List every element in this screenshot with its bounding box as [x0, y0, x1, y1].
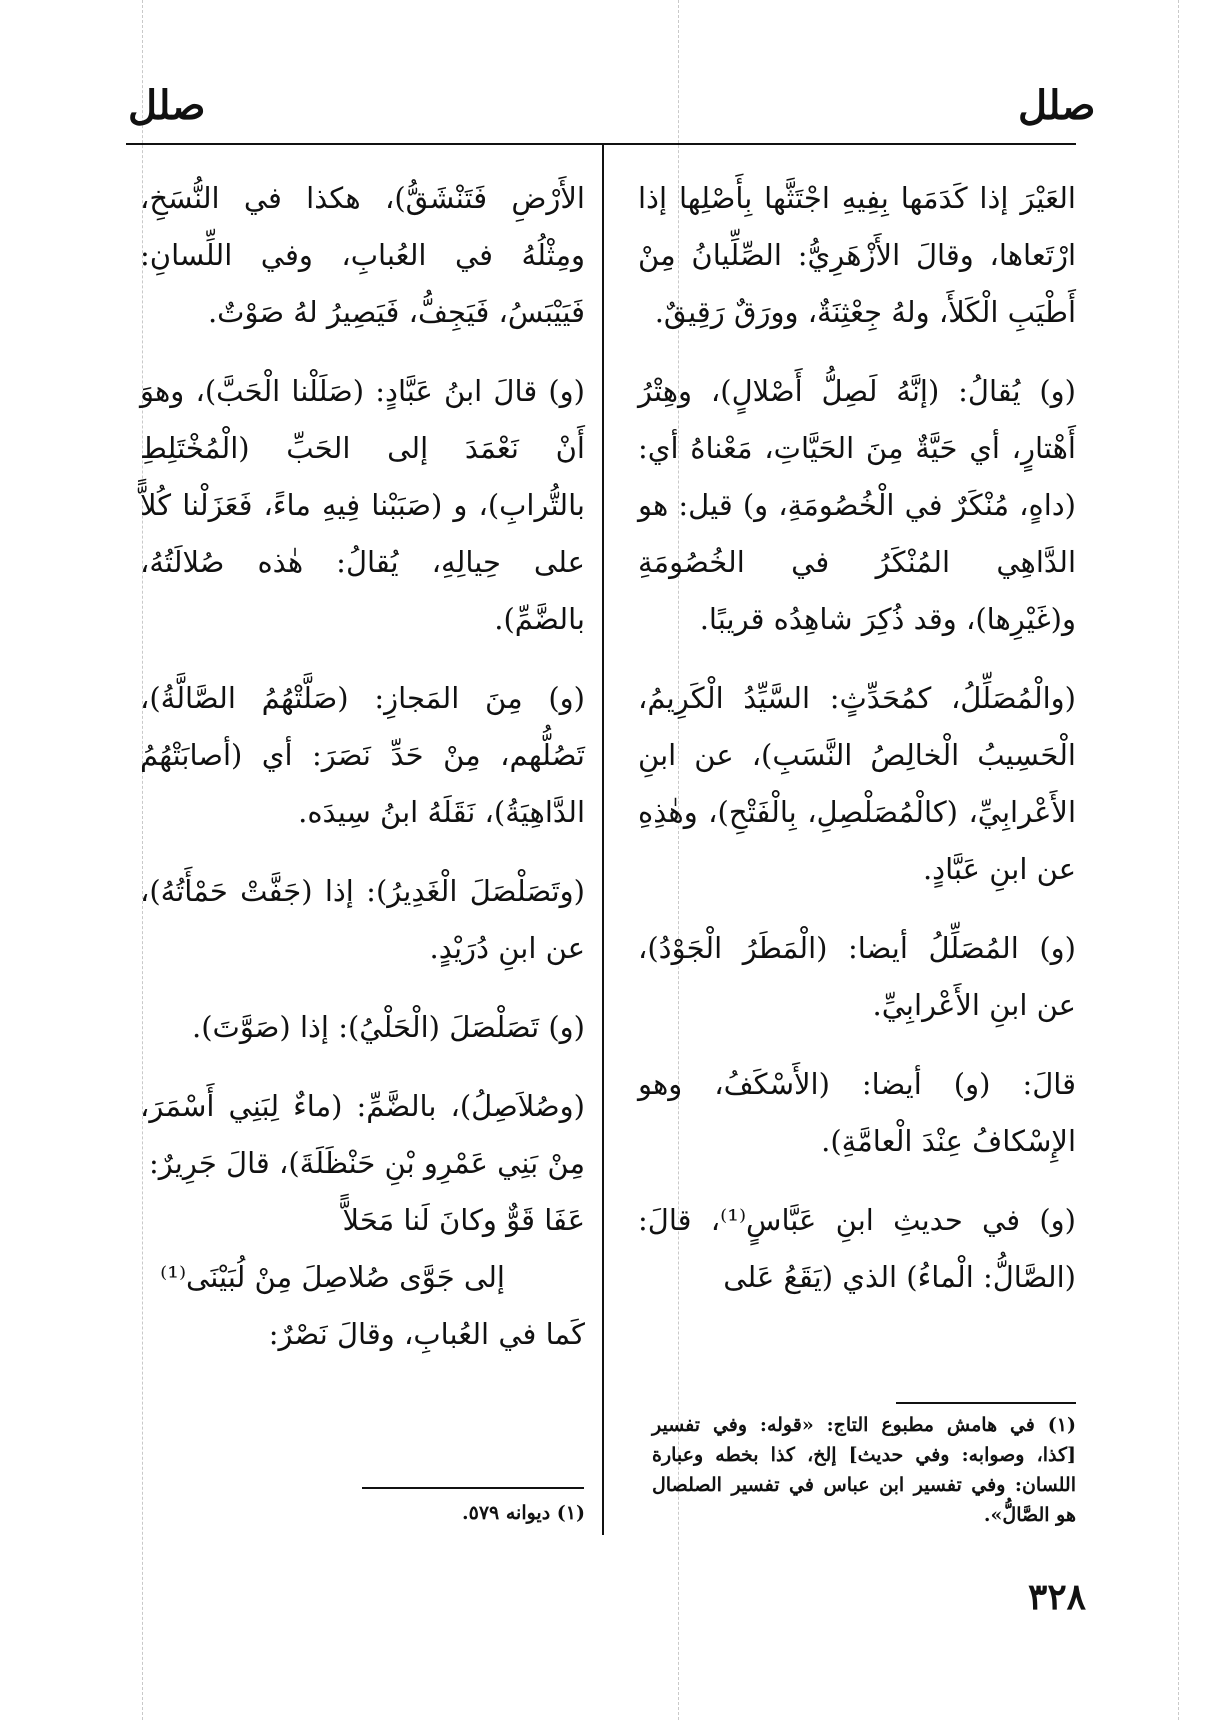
right-column [638, 170, 1076, 1328]
paragraph: (و) في حديثِ ابنِ عَبَّاسٍ⁽¹⁾، قالَ: (الصَّالُّ: الْماءُ) الذي (يَقَعُ عَلى [638, 1203, 1076, 1294]
running-head-left: صلل [128, 82, 206, 129]
header-rule [126, 143, 1076, 145]
running-head-right: صلل [1018, 82, 1096, 129]
paragraph: (و) يُقالُ: (إنَّهُ لَصِلُّ أَصْلالٍ)، وهِتْرُ أَهْتارٍ، أي حَيَّةٌ مِنَ الحَيَّاتِ، مَعْناهُ أي: (داهٍ، مُنْكَرٌ في الْخُصُومَةِ، و) قيل: هو الدَّاهِي المُنْكَرُ في الخُصُومَةِ و(غَيْرِها)، وقد ذُكِرَ شاهِدُه قريبًا. [638, 374, 1076, 636]
paragraph: (والْمُصَلِّلُ، كمُحَدِّثٍ: السَّيِّدُ الْكَرِيمُ، الْحَسِيبُ الْخالِصُ النَّسَبِ)، عن ابنِ الأَعْرابِيِّ، (كالْمُصَلْصِلِ، بِالْفَتْحِ)، وهٰذِهِ عن ابنِ عَبَّادٍ. [638, 681, 1076, 886]
verse-line: عَفَا قَوٌّ وكانَ لَنا مَحَلاًّ [342, 1203, 585, 1237]
paragraph: (وتَصَلْصَلَ الْغَدِيرُ): إذا (جَفَّتْ حَمْأَتُهُ)، عن ابنِ دُرَيْدٍ. [140, 874, 585, 965]
paragraph: (و) قالَ ابنُ عَبَّادٍ: (صَلَلْنا الْحَبَّ)، وهوَ أَنْ نَعْمَدَ إلى الحَبِّ (الْمُخْتَلِطِ بالتُّرابِ)، و (صَبَبْنا فِيهِ ماءً، فَعَزَلْنا كُلاًّ على حِيالِهِ، يُقالُ: هٰذه صُلالَتُهُ، بالضَّمِّ). [140, 374, 585, 636]
paragraph: (و) مِنَ المَجازِ: (صَلَّتْهُمُ الصَّالَّةُ)، تَصُلُّهم، مِنْ حَدِّ نَصَرَ: أي (أصابَتْهُمُ الدَّاهِيَةُ)، نَقَلَهُ ابنُ سِيدَه. [140, 681, 585, 829]
paragraph: الأَرْضِ فَتَنْشَقُّ)، هكذا في النُّسَخِ، ومِثْلُهُ في العُبابِ، وفي اللِّسانِ: فَيَيْبَسُ، فَيَجِفُّ، فَيَصِيرُ لهُ صَوْتٌ. [140, 181, 585, 329]
paragraph: (و) تَصَلْصَلَ (الْحَلْيُ): إذا (صَوَّتَ). [191, 1010, 585, 1044]
footnote-rule [896, 1402, 1076, 1404]
column-divider [602, 143, 604, 1535]
verse-line: إلى جَوَّى صُلاصِلَ مِنْ لُبَيْنَى⁽¹⁾ [160, 1260, 505, 1294]
footnote-rule [362, 1487, 584, 1489]
paragraph: قالَ: (و) أيضا: (الأَسْكَفُ، وهو الإِسْكافُ عِنْدَ الْعامَّةِ). [638, 1067, 1076, 1158]
footnote: (١) ديوانه ٥٧٩. [461, 1502, 585, 1524]
scan-guide-line [1178, 0, 1179, 1720]
paragraph: كَما في العُبابِ، وقالَ نَصْرٌ: [268, 1317, 585, 1351]
left-column [140, 170, 585, 1385]
page-number: ٣٢٨ [1028, 1576, 1087, 1618]
footnote: (١) في هامش مطبوع التاج: «قوله: وفي تفسير [كذا، وصوابه: وفي حديث] إلخ، كذا بخطه وعبارة اللسان: وفي تفسير ابن عباس في تفسير الصلصال هو الصَّالُّ». [652, 1414, 1076, 1526]
paragraph: (و) المُصَلِّلُ أيضا: (الْمَطَرُ الْجَوْدُ)، عن ابنِ الأَعْرابِيِّ. [638, 931, 1076, 1022]
paragraph: العَيْرَ إذا كَدَمَها بِفِيهِ اجْتَثَّها بِأَصْلِها إذا ارْتَعاها، وقالَ الأَزْهَرِيُّ: الصِّلِّيانُ مِنْ أَطْيَبِ الْكَلأَ، ولهُ جِعْثِنَةٌ، وورَقٌ رَقِيقٌ. [638, 181, 1076, 329]
paragraph: (وصُلاَصِلُ)، بالضَّمِّ: (ماءٌ لِبَنِي أَسْمَرَ، مِنْ بَنِي عَمْرِو بْنِ حَنْظَلَةَ)، قالَ جَرِيرٌ: [140, 1089, 585, 1180]
